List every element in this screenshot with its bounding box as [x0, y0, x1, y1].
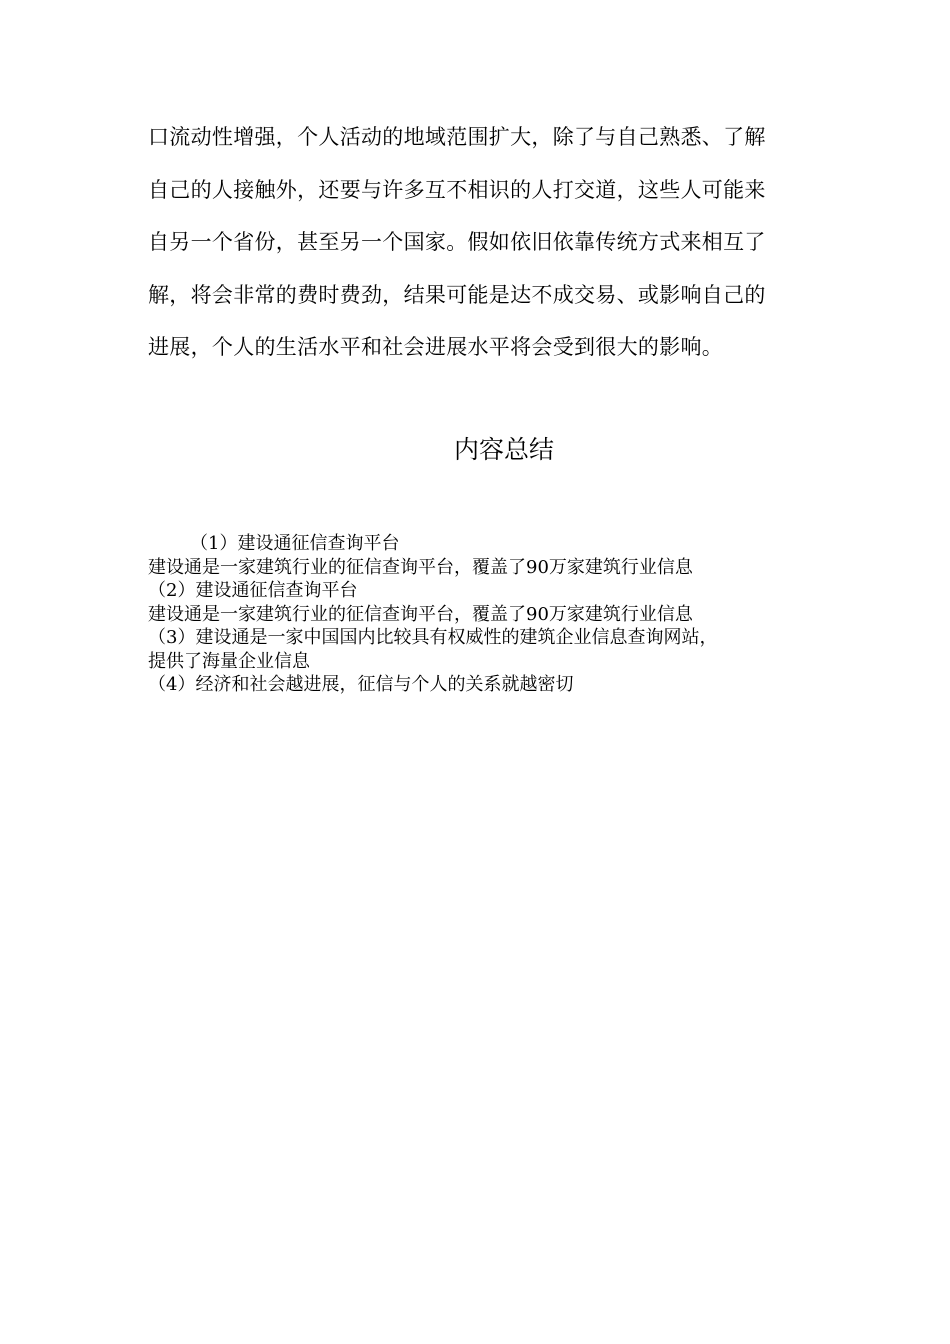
- summary-item-text: 建设通是一家建筑行业的征信查询平台，覆盖了90万家建筑行业信息: [148, 556, 693, 578]
- body-paragraph: [148, 114, 808, 377]
- paragraph-line: 解，将会非常的费时费劲，结果可能是达不成交易、或影响自己的: [148, 282, 766, 307]
- paragraph-line: 自另一个省份，甚至另一个国家。假如依旧依靠传统方式来相互了: [148, 230, 766, 254]
- paragraph-line: 自己的人接触外，还要与许多互不相识的人打交道，这些人可能来: [148, 177, 766, 202]
- summary-item-text: 提供了海量企业信息: [148, 650, 310, 672]
- paragraph-line: 口流动性增强，个人活动的地域范围扩大，除了与自己熟悉、了解: [148, 125, 766, 149]
- summary-item-text: 建设通是一家建筑行业的征信查询平台，覆盖了90万家建筑行业信息: [148, 603, 693, 625]
- summary-item-heading: （1）建设通征信查询平台: [190, 533, 400, 554]
- summary-item-heading: （3）建设通是一家中国国内比较具有权威性的建筑企业信息查询网站，: [148, 627, 718, 648]
- summary-item-heading: （4）经济和社会越进展，征信与个人的关系就越密切: [148, 674, 574, 695]
- summary-item-heading: （2）建设通征信查询平台: [148, 580, 358, 601]
- summary-list: [148, 532, 828, 697]
- section-title: 内容总结: [453, 435, 554, 464]
- paragraph-line: 进展，个人的生活水平和社会进展水平将会受到很大的影响。: [148, 335, 724, 359]
